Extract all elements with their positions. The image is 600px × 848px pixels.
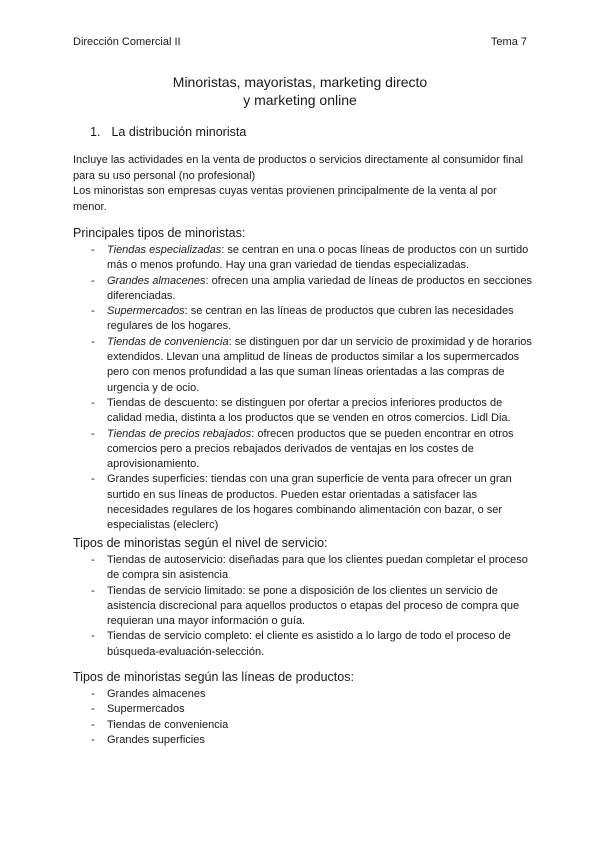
dash-bullet: -	[91, 584, 95, 597]
dash-bullet: -	[91, 630, 95, 643]
item-text: : ofrecen una amplia variedad de líneas de productos en secciones diferenciadas.	[107, 274, 532, 302]
item-text: : se centran en una o pocas líneas de productos con un surtido más o menos profundo. Hay una gran variedad de tiendas especializadas.	[107, 244, 529, 272]
list-item	[73, 396, 533, 427]
list-item	[73, 553, 533, 584]
title-line-2: y marketing online	[243, 92, 357, 108]
item-text: Grandes almacenes	[107, 688, 206, 700]
section-heading	[90, 125, 246, 140]
dash-bullet: -	[91, 688, 95, 700]
list-item	[73, 427, 533, 473]
item-term: Grandes almacenes	[107, 274, 206, 287]
dash-bullet: -	[91, 305, 95, 318]
list-item	[73, 629, 533, 660]
section-number: 1.	[90, 125, 101, 139]
item-text: : se distinguen por dar un servicio de proximidad y de horarios extendidos. Llevan una amplitud de líneas de productos similar a los supermercados pero con menos profundidad a las que suman líneas orientadas a las compras de urgencia y de ocio.	[107, 335, 532, 394]
principales-list	[73, 243, 533, 534]
item-text: : se centran en las líneas de productos que cubren las necesidades regulares de los hogares.	[107, 305, 514, 333]
principales-heading: Principales tipos de minoristas:	[73, 226, 246, 240]
servicio-list	[73, 553, 533, 660]
item-text: Tiendas de servicio limitado: se pone a disposición de los clientes un servicio de asistencia discrecional para aquellos productos o etapas del proceso de compra que requieran una mayor información o guía.	[107, 584, 520, 628]
lineas-heading: Tipos de minoristas según las líneas de productos:	[73, 670, 354, 684]
dash-bullet: -	[91, 703, 95, 716]
list-item	[73, 584, 533, 630]
item-term: Tiendas especializadas	[107, 244, 222, 256]
dash-bullet: -	[91, 396, 95, 409]
list-item	[73, 687, 533, 702]
intro-paragraph-1: Incluye las actividades en la venta de productos o servicios directamente al consumidor final para su uso personal (no profesional)	[73, 154, 524, 182]
dash-bullet: -	[91, 427, 95, 440]
list-item	[73, 304, 533, 335]
servicio-heading: Tipos de minoristas según el nivel de servicio:	[73, 536, 328, 550]
list-item	[73, 335, 533, 396]
page-title	[0, 73, 600, 109]
section-label: La distribución minorista	[111, 125, 247, 139]
dash-bullet: -	[91, 554, 95, 566]
item-text: : ofrecen productos que se pueden encontrar en otros comercios pero a precios rebajados derivados de ventajas en los costes de aprovisionamiento.	[107, 427, 514, 471]
principales-section	[73, 226, 533, 534]
item-text: Grandes superficies	[107, 733, 205, 746]
list-item	[73, 472, 533, 533]
list-item	[73, 702, 533, 717]
item-term: Supermercados	[107, 305, 185, 318]
dash-bullet: -	[91, 244, 95, 256]
intro-text	[73, 153, 533, 215]
servicio-section	[73, 536, 533, 660]
dash-bullet: -	[91, 335, 95, 348]
item-text: Tiendas de conveniencia	[107, 718, 229, 731]
lineas-list	[73, 687, 533, 748]
dash-bullet: -	[91, 274, 95, 287]
list-item	[73, 243, 533, 274]
item-text: Tiendas de servicio completo: el cliente es asistido a lo largo de todo el proceso de búsqueda-evaluación-selección.	[107, 630, 511, 658]
item-text: Grandes superficies: tiendas con una gran superficie de venta para ofrecer un gran surtido en sus líneas de productos. Pueden estar orientadas a satisfacer las necesidades regulares de los hogares combinando alimentación con bazar, o ser especialistas (eleclerc)	[107, 473, 512, 532]
header-course: Dirección Comercial II	[73, 36, 181, 48]
dash-bullet: -	[91, 733, 95, 746]
header-topic: Tema 7	[490, 36, 527, 48]
list-item	[73, 718, 533, 733]
item-text: Tiendas de descuento: se distinguen por ofertar a precios inferiores productos de calidad media, distinta a los productos que se venden en otros comercios. Lidl Dia.	[107, 396, 511, 425]
item-text: Tiendas de autoservicio: diseñadas para que los clientes puedan completar el proceso de compra sin asistencia	[107, 554, 528, 582]
intro-paragraph-2: Los minoristas son empresas cuyas ventas provienen principalmente de la venta al por menor.	[73, 185, 497, 213]
list-item	[73, 274, 533, 305]
lineas-section	[73, 670, 533, 748]
list-item	[73, 733, 533, 748]
item-term: Tiendas de conveniencia	[107, 335, 229, 348]
dash-bullet: -	[91, 718, 95, 731]
dash-bullet: -	[91, 473, 95, 486]
item-text: Supermercados	[107, 703, 185, 716]
title-line-1: Minoristas, mayoristas, marketing directo	[172, 74, 428, 90]
item-term: Tiendas de precios rebajados	[107, 427, 252, 440]
